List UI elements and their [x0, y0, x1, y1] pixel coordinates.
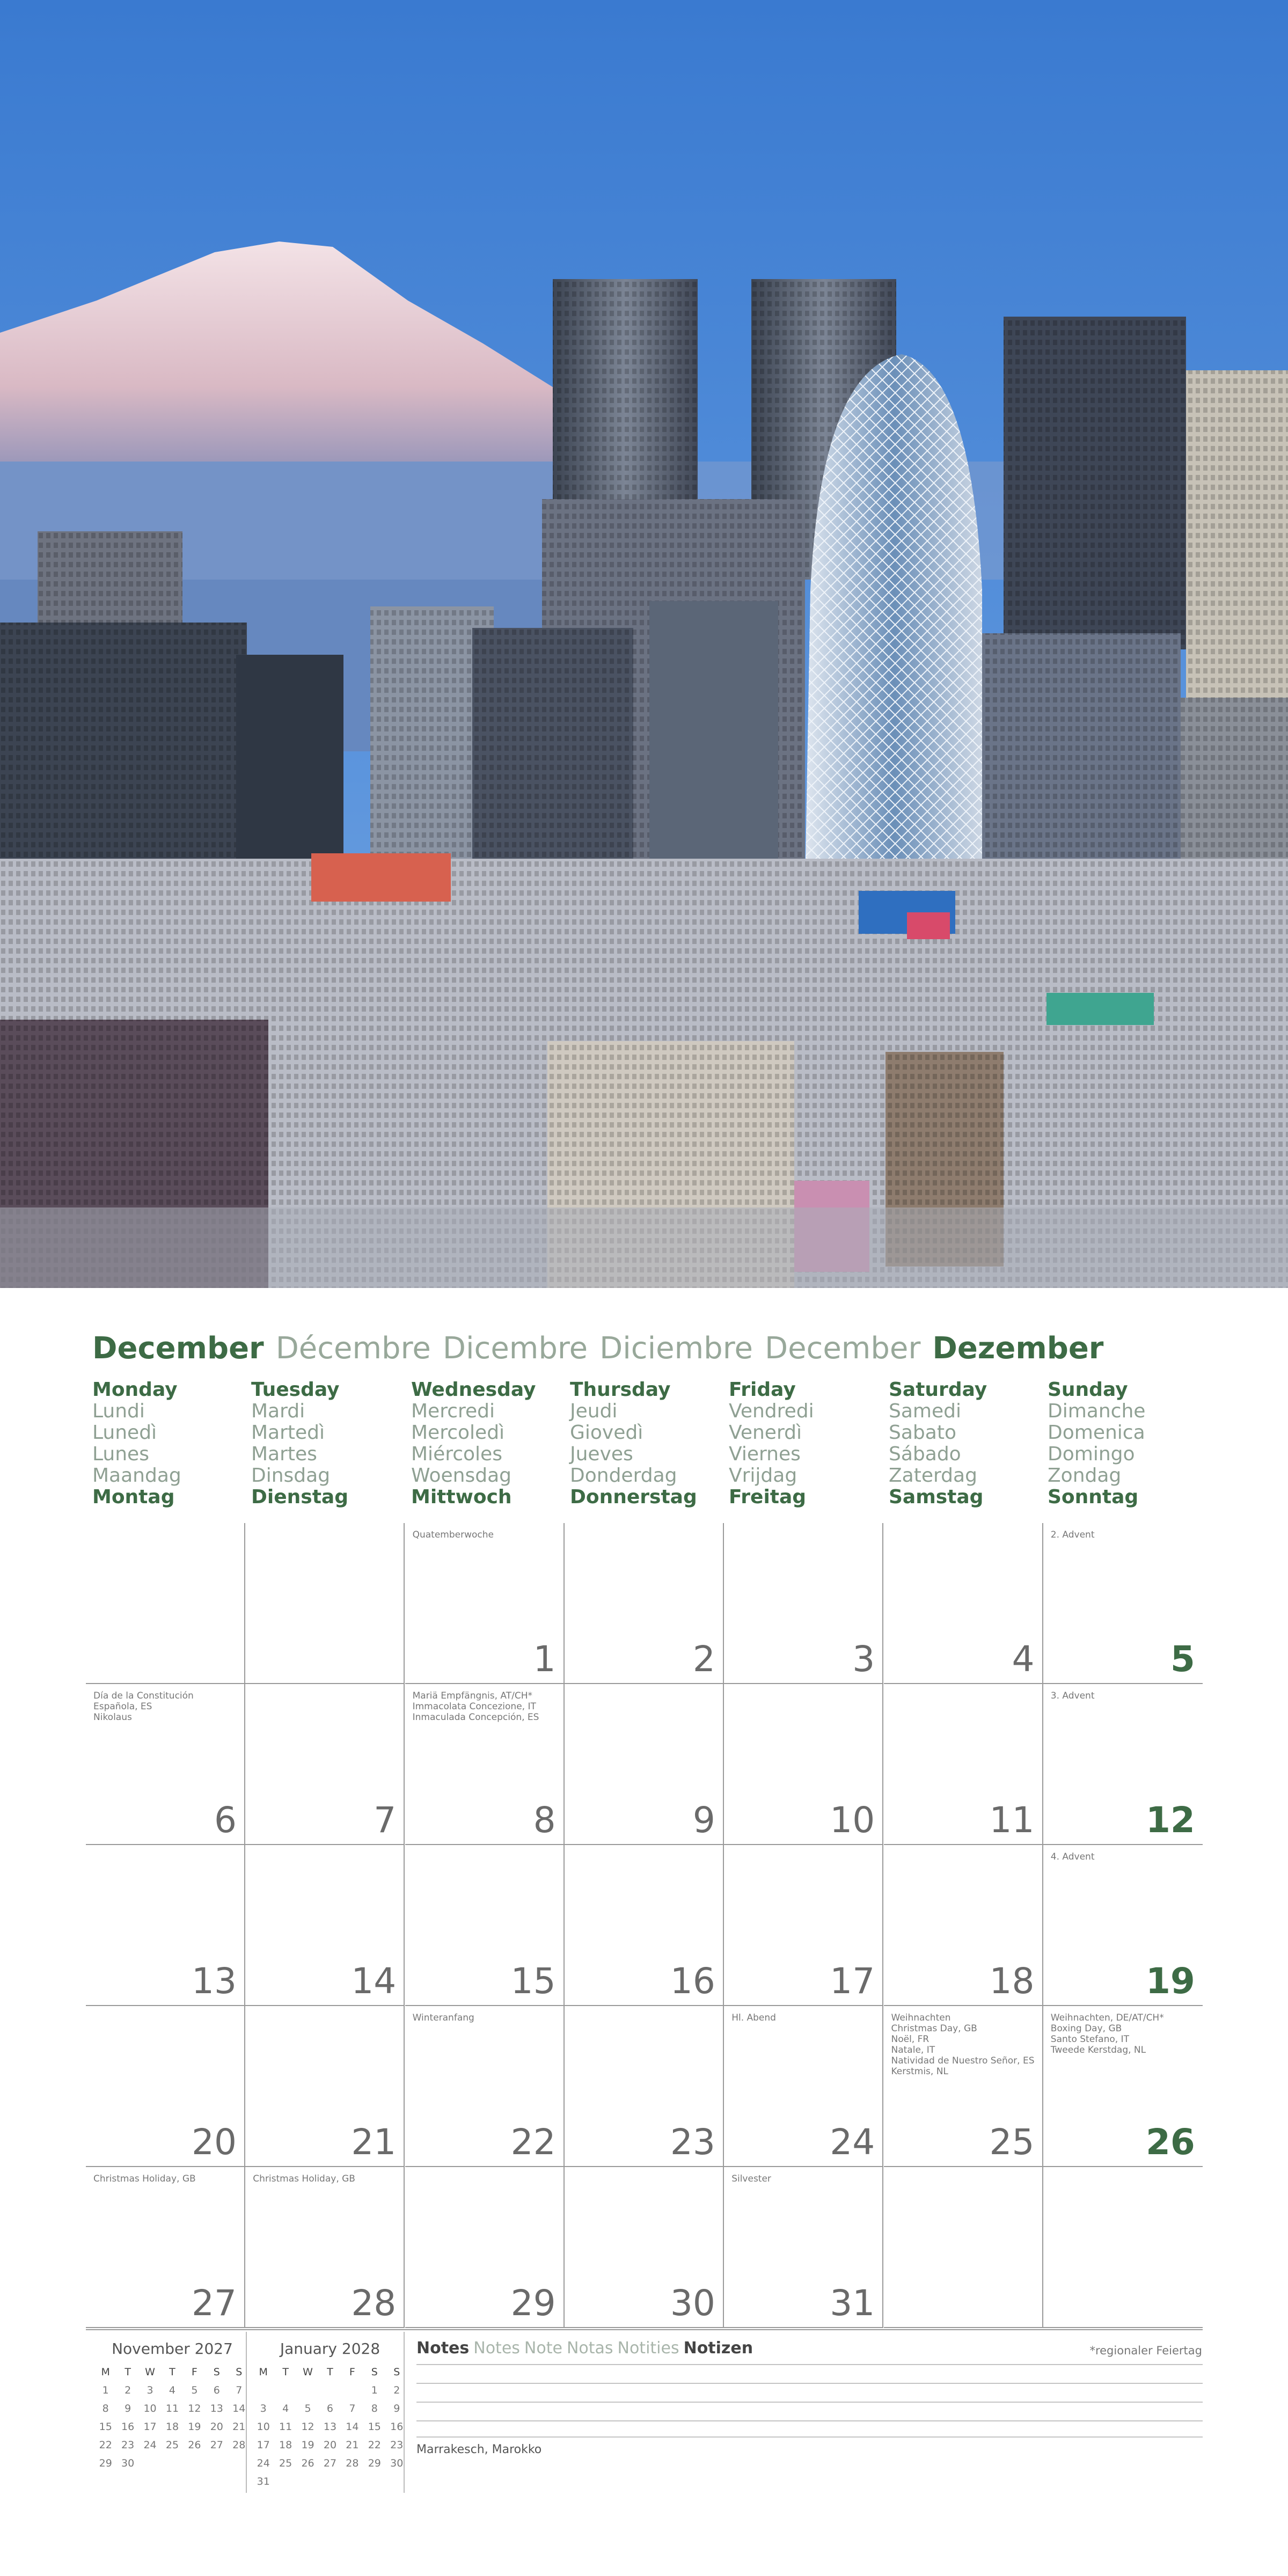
mini-calendar-title: January 2028	[280, 2340, 380, 2358]
mini-day: 1	[371, 2384, 378, 2396]
photo-caption: Marrakesch, Marokko	[416, 2443, 542, 2456]
holiday-note	[413, 2012, 558, 2023]
mini-weekday: W	[145, 2366, 155, 2378]
mini-day: 28	[346, 2457, 359, 2469]
mini-weekday: T	[282, 2366, 289, 2378]
day-cell	[724, 1684, 883, 1845]
weekday-name: Giovedì	[570, 1422, 643, 1444]
day-number: 13	[192, 1960, 237, 2002]
mini-day: 11	[165, 2403, 179, 2414]
mini-day: 17	[143, 2421, 157, 2433]
mini-day: 28	[232, 2439, 246, 2451]
mini-weekday: F	[191, 2366, 197, 2378]
mini-weekday: M	[101, 2366, 110, 2378]
mini-day: 27	[323, 2457, 337, 2469]
holiday-note-line: Tweede Kerstdag, NL	[1050, 2045, 1146, 2055]
mini-day	[206, 2454, 228, 2472]
mini-day: 2	[125, 2384, 131, 2396]
weekday-name: Montag	[92, 1486, 175, 1508]
weekday-name: Mittwoch	[411, 1486, 512, 1508]
notes-label-it: Note	[524, 2339, 562, 2358]
mini-day: 14	[346, 2421, 359, 2433]
mini-day: 4	[282, 2403, 289, 2414]
mini-day: 20	[323, 2439, 337, 2451]
day-number: 14	[351, 1960, 397, 2002]
day-cell	[1043, 1523, 1203, 1684]
holiday-note	[731, 2012, 876, 2023]
day-cell	[565, 1845, 724, 2006]
mini-calendar-title: November 2027	[112, 2340, 233, 2358]
day-number: 4	[1012, 1638, 1035, 1680]
day-number: 17	[830, 1960, 875, 2002]
mini-day: 24	[143, 2439, 157, 2451]
holiday-note-line: Christmas Holiday, GB	[253, 2174, 355, 2184]
day-cell	[245, 1523, 405, 1684]
mini-separator	[246, 2332, 247, 2493]
weekday-name: Vrijdag	[729, 1465, 797, 1487]
notes-title	[416, 2339, 757, 2358]
holiday-note-line: Weihnachten, DE/AT/CH*	[1050, 2012, 1164, 2023]
day-cell	[86, 2006, 245, 2167]
mini-weekday: T	[327, 2366, 333, 2378]
day-cell	[245, 2006, 405, 2167]
mini-day: 4	[169, 2384, 176, 2396]
weekday-name: Zondag	[1048, 1465, 1122, 1487]
weekday-header	[251, 1379, 407, 1508]
regional-holiday-note: *regionaler Feiertag	[1089, 2344, 1202, 2357]
holiday-note-line: Natale, IT	[891, 2045, 935, 2055]
weekday-name: Lundi	[92, 1400, 145, 1422]
day-cell	[405, 2167, 565, 2328]
day-number: 3	[852, 1638, 875, 1680]
weekday-header	[92, 1379, 248, 1508]
holiday-note-line: Mariä Empfängnis, AT/CH*	[412, 1690, 533, 1701]
mini-weekday: M	[259, 2366, 268, 2378]
notes-line	[416, 2402, 1203, 2403]
day-cell	[86, 1523, 245, 1684]
weekday-name: Viernes	[729, 1443, 801, 1465]
holiday-note-line: 3. Advent	[1050, 1690, 1095, 1701]
weekday-header	[889, 1379, 1044, 1508]
month-name-de: Dezember	[932, 1331, 1104, 1366]
day-cell	[86, 1684, 245, 1845]
weekday-name: Miércoles	[411, 1443, 502, 1465]
day-number: 23	[670, 2121, 715, 2163]
weekday-name: Sábado	[889, 1443, 961, 1465]
weekday-name: Venerdì	[729, 1422, 802, 1444]
holiday-note-line: Immacolata Concezione, IT	[412, 1701, 536, 1712]
weekday-header	[411, 1379, 567, 1508]
holiday-note-line: Noël, FR	[891, 2034, 930, 2045]
mini-day: 23	[390, 2439, 404, 2451]
holiday-note-line: Nikolaus	[93, 1712, 132, 1723]
mini-day: 7	[349, 2403, 356, 2414]
mini-day	[297, 2472, 319, 2491]
holiday-note-line: Silvester	[731, 2174, 771, 2184]
holiday-note-line: Weihnachten	[891, 2012, 951, 2023]
mini-day: 3	[147, 2384, 153, 2396]
mini-day: 20	[210, 2421, 223, 2433]
day-cell	[86, 1845, 245, 2006]
mini-day: 19	[301, 2439, 314, 2451]
holiday-note-line: 4. Advent	[1050, 1851, 1095, 1862]
mini-calendar-table	[94, 2363, 250, 2472]
weekday-name: Donderdag	[570, 1465, 677, 1487]
weekday-name: Mardi	[251, 1400, 305, 1422]
mini-day	[274, 2381, 296, 2399]
mini-day: 1	[102, 2384, 109, 2396]
mini-day: 25	[165, 2439, 179, 2451]
mini-weekday: S	[371, 2366, 378, 2378]
weekday-name: Dienstag	[251, 1486, 348, 1508]
day-cell	[565, 1523, 724, 1684]
month-title	[92, 1331, 1115, 1366]
weekday-header	[570, 1379, 726, 1508]
mini-day: 30	[390, 2457, 404, 2469]
weekday-name: Maandag	[92, 1465, 181, 1487]
mini-weekday: T	[169, 2366, 175, 2378]
weekday-name: Mercredi	[411, 1400, 495, 1422]
notes-label-es: Notas	[566, 2339, 613, 2358]
mini-day: 25	[279, 2457, 292, 2469]
weekday-name: Lunedì	[92, 1422, 157, 1444]
day-cell	[86, 2167, 245, 2328]
weekday-name: Freitag	[729, 1486, 807, 1508]
mini-day: 14	[232, 2403, 246, 2414]
mini-day: 17	[257, 2439, 270, 2451]
month-name-fr: Décembre	[275, 1331, 431, 1366]
day-cell	[245, 1684, 405, 1845]
mini-day: 18	[279, 2439, 292, 2451]
mini-calendar-prev	[94, 2340, 250, 2472]
notes-label-fr: Notes	[473, 2339, 520, 2358]
day-number: 25	[989, 2121, 1035, 2163]
weekday-header	[729, 1379, 884, 1508]
day-number: 2	[692, 1638, 715, 1680]
day-number: 10	[830, 1799, 875, 1841]
mini-day: 13	[210, 2403, 223, 2414]
weekday-name: Samstag	[889, 1486, 984, 1508]
notes-label-nl: Notities	[617, 2339, 679, 2358]
weekday-name: Martes	[251, 1443, 317, 1465]
day-number: 12	[1145, 1799, 1195, 1841]
mini-day: 5	[304, 2403, 311, 2414]
mini-day: 29	[99, 2457, 112, 2469]
day-cell	[724, 1845, 883, 2006]
weekday-name: Martedì	[251, 1422, 325, 1444]
day-number: 6	[214, 1799, 237, 1841]
mini-calendar-next	[252, 2340, 408, 2491]
mini-day	[341, 2381, 363, 2399]
holiday-note	[731, 2174, 876, 2184]
calendar-grid	[86, 1523, 1203, 2328]
holiday-note	[93, 2174, 238, 2184]
day-cell	[724, 2167, 883, 2328]
mini-day: 11	[279, 2421, 292, 2433]
day-number: 19	[1145, 1960, 1195, 2002]
notes-line	[416, 2436, 1203, 2438]
weekday-name: Zaterdag	[889, 1465, 977, 1487]
weekday-name: Mercoledì	[411, 1422, 505, 1444]
month-name-en: December	[92, 1331, 264, 1366]
weekday-name: Thursday	[570, 1379, 671, 1401]
holiday-note-line: Boxing Day, GB	[1050, 2023, 1122, 2034]
day-cell	[245, 1845, 405, 2006]
mini-day: 10	[143, 2403, 157, 2414]
day-cell	[884, 1523, 1043, 1684]
mini-day: 10	[257, 2421, 270, 2433]
day-cell	[565, 2167, 724, 2328]
holiday-note	[1051, 1529, 1196, 1540]
weekday-name: Lunes	[92, 1443, 149, 1465]
holiday-note	[253, 2174, 398, 2184]
mini-day: 30	[121, 2457, 135, 2469]
holiday-note	[413, 1529, 558, 1540]
day-number: 22	[510, 2121, 556, 2163]
day-cell	[1043, 1684, 1203, 1845]
holiday-note-line: Hl. Abend	[731, 2012, 776, 2023]
mini-day: 5	[191, 2384, 198, 2396]
mini-day	[252, 2381, 274, 2399]
mini-weekday: F	[349, 2366, 355, 2378]
weekday-name: Domingo	[1048, 1443, 1135, 1465]
mini-day	[319, 2472, 341, 2491]
holiday-note	[413, 1690, 558, 1723]
holiday-note-line: Española, ES	[93, 1701, 152, 1712]
mini-day: 16	[121, 2421, 135, 2433]
day-cell	[565, 1684, 724, 1845]
mini-day: 21	[346, 2439, 359, 2451]
mini-day: 6	[326, 2403, 334, 2414]
day-cell	[884, 2006, 1043, 2167]
day-number: 30	[670, 2282, 715, 2324]
mini-day: 3	[260, 2403, 267, 2414]
day-number: 29	[510, 2282, 556, 2324]
mini-day: 24	[257, 2457, 270, 2469]
day-number: 16	[670, 1960, 715, 2002]
mini-day	[297, 2381, 319, 2399]
day-cell	[405, 2006, 565, 2167]
day-number: 31	[830, 2282, 875, 2324]
mini-day: 13	[323, 2421, 337, 2433]
holiday-note-line: Quatemberwoche	[412, 1529, 494, 1540]
day-cell	[724, 2006, 883, 2167]
weekday-name: Wednesday	[411, 1379, 536, 1401]
mini-day: 18	[165, 2421, 179, 2433]
weekday-name: Donnerstag	[570, 1486, 697, 1508]
mini-day: 6	[213, 2384, 220, 2396]
day-cell	[405, 1523, 565, 1684]
day-number: 5	[1170, 1638, 1195, 1680]
mini-day: 26	[301, 2457, 314, 2469]
holiday-note	[891, 2012, 1036, 2077]
mini-separator	[404, 2332, 405, 2493]
mini-day: 8	[371, 2403, 378, 2414]
weekday-header	[1048, 1379, 1203, 1508]
weekday-name: Saturday	[889, 1379, 987, 1401]
holiday-note-line: Inmaculada Concepción, ES	[412, 1712, 539, 1723]
mini-day: 9	[125, 2403, 131, 2414]
holiday-note-line: Christmas Day, GB	[891, 2023, 977, 2034]
mini-day: 22	[99, 2439, 112, 2451]
weekday-name: Domenica	[1048, 1422, 1145, 1444]
day-number: 18	[989, 1960, 1035, 2002]
weekday-name: Jeudi	[570, 1400, 618, 1422]
day-number: 11	[989, 1799, 1035, 1841]
mini-weekday: S	[236, 2366, 243, 2378]
day-cell	[1043, 1845, 1203, 2006]
mini-day: 21	[232, 2421, 246, 2433]
mini-day	[184, 2454, 206, 2472]
day-number: 26	[1145, 2121, 1195, 2163]
mini-day: 2	[393, 2384, 400, 2396]
holiday-note-line: Día de la Constitución	[93, 1690, 194, 1701]
day-cell	[245, 2167, 405, 2328]
day-cell	[884, 1684, 1043, 1845]
holiday-note	[93, 1690, 238, 1723]
mini-day	[341, 2472, 363, 2491]
weekday-name: Samedi	[889, 1400, 961, 1422]
day-number: 20	[192, 2121, 237, 2163]
weekday-name: Dinsdag	[251, 1465, 331, 1487]
mini-day: 29	[368, 2457, 381, 2469]
day-cell	[1043, 2006, 1203, 2167]
notes-line	[416, 2364, 1203, 2365]
holiday-note	[1051, 1851, 1196, 1862]
holiday-note	[1051, 1690, 1196, 1701]
holiday-note-line: Natividad de Nuestro Señor, ES	[891, 2055, 1035, 2066]
mini-weekday: W	[303, 2366, 313, 2378]
holiday-note-line: Kerstmis, NL	[891, 2066, 948, 2077]
mini-day: 15	[99, 2421, 112, 2433]
mini-day: 31	[257, 2476, 270, 2487]
mini-weekday: S	[393, 2366, 400, 2378]
day-cell	[884, 1845, 1043, 2006]
holiday-note-line: Winteranfang	[412, 2012, 474, 2023]
day-cell	[1043, 2167, 1203, 2328]
mini-day: 16	[390, 2421, 404, 2433]
day-number: 28	[351, 2282, 397, 2324]
day-number: 7	[374, 1799, 397, 1841]
holiday-note-line: Christmas Holiday, GB	[93, 2174, 196, 2184]
month-name-nl: December	[764, 1331, 921, 1366]
day-number: 27	[192, 2282, 237, 2324]
weekday-name: Woensdag	[411, 1465, 511, 1487]
footer-divider	[86, 2329, 1203, 2330]
day-cell	[884, 2167, 1043, 2328]
mini-day: 15	[368, 2421, 381, 2433]
mini-day: 19	[188, 2421, 201, 2433]
mini-day: 7	[236, 2384, 243, 2396]
mini-calendar-table	[252, 2363, 408, 2491]
day-number: 21	[351, 2121, 397, 2163]
notes-label-en: Notes	[416, 2339, 470, 2358]
day-cell	[405, 1845, 565, 2006]
weekday-name: Vendredi	[729, 1400, 814, 1422]
notes-line	[416, 2383, 1203, 2384]
weekday-name: Friday	[729, 1379, 796, 1401]
day-number: 15	[510, 1960, 556, 2002]
weekday-name: Tuesday	[251, 1379, 340, 1401]
mini-day: 12	[301, 2421, 314, 2433]
weekday-name: Dimanche	[1048, 1400, 1146, 1422]
weekday-name: Sabato	[889, 1422, 956, 1444]
mini-day: 22	[368, 2439, 381, 2451]
day-number: 24	[830, 2121, 875, 2163]
weekday-name: Jueves	[570, 1443, 633, 1465]
weekday-name: Sunday	[1048, 1379, 1128, 1401]
day-cell	[405, 1684, 565, 1845]
mini-day	[319, 2381, 341, 2399]
mini-day: 8	[102, 2403, 109, 2414]
day-number: 8	[533, 1799, 556, 1841]
day-cell	[724, 1523, 883, 1684]
mini-day: 23	[121, 2439, 135, 2451]
holiday-note	[1051, 2012, 1196, 2055]
weekday-name: Monday	[92, 1379, 178, 1401]
mini-day	[161, 2454, 183, 2472]
day-cell	[565, 2006, 724, 2167]
mini-day	[139, 2454, 161, 2472]
day-number: 9	[692, 1799, 715, 1841]
mini-day	[363, 2472, 385, 2491]
mini-weekday: T	[125, 2366, 131, 2378]
mini-day	[274, 2472, 296, 2491]
mini-day: 12	[188, 2403, 201, 2414]
month-name-es: Diciembre	[599, 1331, 753, 1366]
mini-day: 27	[210, 2439, 223, 2451]
mini-day: 9	[393, 2403, 400, 2414]
holiday-note-line: 2. Advent	[1050, 1529, 1095, 1540]
mini-day: 26	[188, 2439, 201, 2451]
notes-label-de: Notizen	[683, 2339, 753, 2358]
holiday-note-line: Santo Stefano, IT	[1050, 2034, 1129, 2045]
notes-line	[416, 2420, 1203, 2421]
day-number: 1	[533, 1638, 556, 1680]
mini-weekday: S	[213, 2366, 220, 2378]
month-name-it: Dicembre	[442, 1331, 588, 1366]
weekday-name: Sonntag	[1048, 1486, 1139, 1508]
